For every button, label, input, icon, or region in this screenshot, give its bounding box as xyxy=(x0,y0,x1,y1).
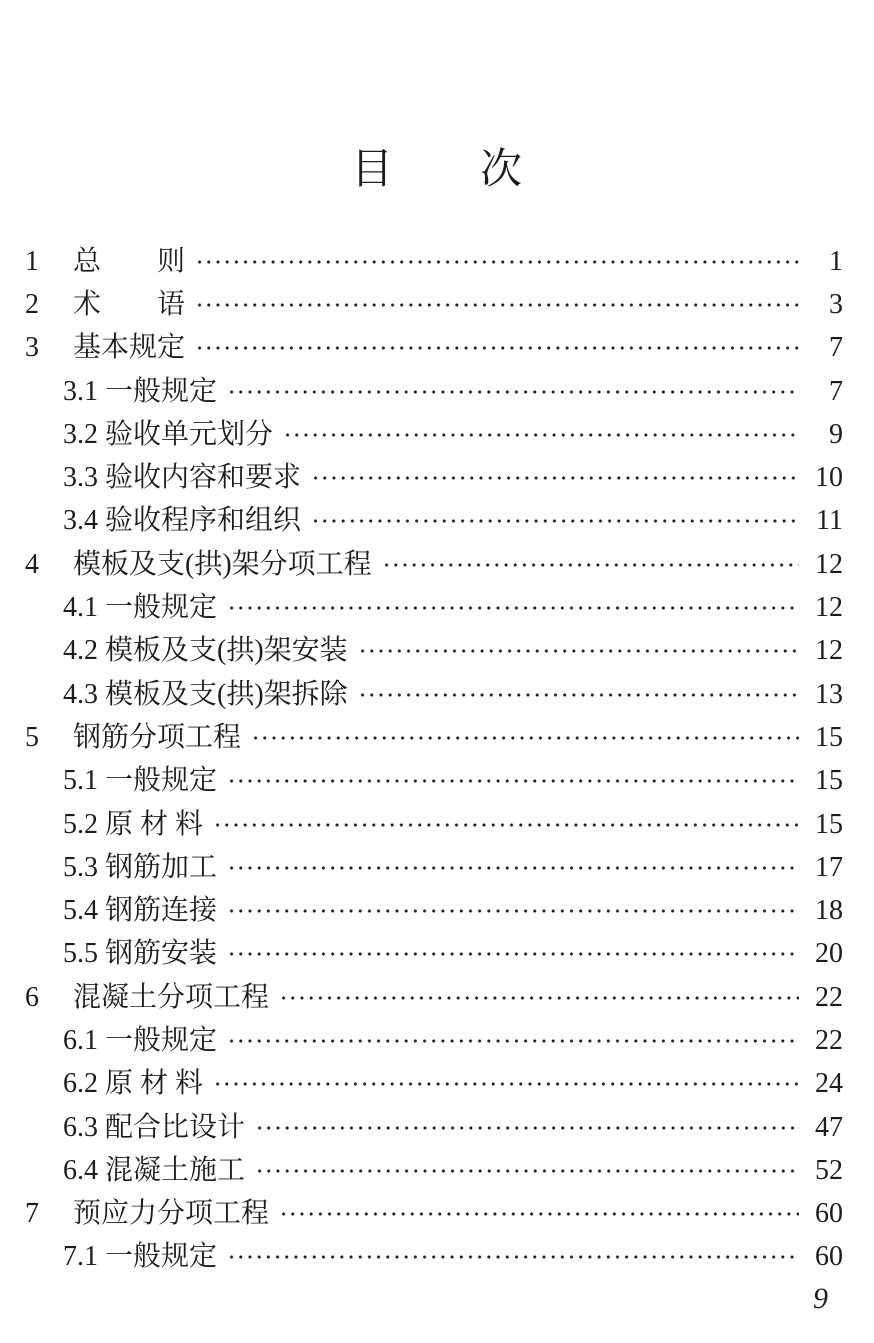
toc-entry-number: 6.1 xyxy=(63,1024,98,1056)
toc-entry-page: 12 xyxy=(815,548,843,580)
toc-entry-number: 1 xyxy=(25,245,39,277)
page-title: 目 次 xyxy=(350,147,523,193)
toc-row xyxy=(25,1106,843,1149)
toc-entry-label: 一般规定 xyxy=(105,592,218,624)
dot-leader xyxy=(279,1208,799,1220)
dot-leader xyxy=(227,948,799,960)
toc-entry-page: 60 xyxy=(815,1241,843,1273)
toc-row xyxy=(25,1149,843,1192)
toc-row xyxy=(25,283,843,326)
toc-entry-page: 12 xyxy=(815,592,843,624)
dot-leader xyxy=(227,386,799,398)
toc-entry-page: 7 xyxy=(829,332,843,364)
toc-entry-page: 17 xyxy=(815,851,843,883)
toc-entry-label: 钢筋加工 xyxy=(105,851,218,883)
toc-entry-label: 模板及支(拱)架拆除 xyxy=(105,678,348,710)
dot-leader xyxy=(283,429,799,441)
toc-entry-label: 原 材 料 xyxy=(105,1068,204,1100)
dot-leader xyxy=(227,905,799,917)
toc-entry-label: 术 语 xyxy=(73,288,186,320)
toc-row xyxy=(25,413,843,456)
toc-entry-number: 4 xyxy=(25,548,39,580)
toc-entry-number: 3.2 xyxy=(63,418,98,450)
toc-entry-number: 6.4 xyxy=(63,1154,98,1186)
toc-entry-page: 22 xyxy=(815,1024,843,1056)
toc-entry-label: 一般规定 xyxy=(105,1024,218,1056)
folio-page-number: 9 xyxy=(813,1282,828,1315)
toc-row xyxy=(25,327,843,370)
toc-entry-number: 5.2 xyxy=(63,808,98,840)
toc-row xyxy=(25,760,843,803)
toc-entry-label: 一般规定 xyxy=(105,1241,218,1273)
toc-entry-number: 3.1 xyxy=(63,375,98,407)
toc-row xyxy=(25,846,843,889)
toc-entry-number: 5 xyxy=(25,721,39,753)
dot-leader xyxy=(279,992,799,1004)
dot-leader xyxy=(255,1122,799,1134)
toc-entry-page: 15 xyxy=(815,808,843,840)
toc-list xyxy=(25,240,843,1279)
toc-entry-page: 18 xyxy=(815,895,843,927)
toc-entry-number: 5.1 xyxy=(63,765,98,797)
toc-row xyxy=(25,976,843,1019)
toc-entry-number: 7 xyxy=(25,1198,39,1230)
dot-leader xyxy=(311,515,799,527)
toc-row xyxy=(25,889,843,932)
toc-row xyxy=(25,1193,843,1236)
toc-entry-page: 15 xyxy=(815,721,843,753)
toc-entry-label: 原 材 料 xyxy=(105,808,204,840)
toc-entry-label: 混凝土施工 xyxy=(105,1154,246,1186)
toc-entry-number: 4.1 xyxy=(63,592,98,624)
toc-entry-page: 60 xyxy=(815,1198,843,1230)
toc-entry-number: 6.3 xyxy=(63,1111,98,1143)
toc-entry-number: 6.2 xyxy=(63,1068,98,1100)
toc-entry-page: 7 xyxy=(829,375,843,407)
toc-entry-page: 3 xyxy=(829,288,843,320)
dot-leader xyxy=(227,1251,799,1263)
toc-row xyxy=(25,240,843,283)
toc-entry-number: 5.4 xyxy=(63,895,98,927)
dot-leader xyxy=(311,472,799,484)
toc-entry-number: 4.3 xyxy=(63,678,98,710)
toc-entry-page: 22 xyxy=(815,981,843,1013)
toc-entry-number: 3.4 xyxy=(63,505,98,537)
toc-entry-label: 一般规定 xyxy=(105,375,218,407)
dot-leader xyxy=(227,1035,799,1047)
toc-entry-label: 钢筋安装 xyxy=(105,938,218,970)
toc-entry-label: 验收程序和组织 xyxy=(105,505,302,537)
toc-row xyxy=(25,716,843,759)
dot-leader xyxy=(227,862,799,874)
toc-row xyxy=(25,456,843,499)
toc-entry-page: 47 xyxy=(815,1111,843,1143)
toc-entry-number: 7.1 xyxy=(63,1241,98,1273)
toc-row xyxy=(25,586,843,629)
toc-entry-label: 验收单元划分 xyxy=(105,418,274,450)
toc-entry-page: 9 xyxy=(829,418,843,450)
dot-leader xyxy=(358,645,799,657)
toc-entry-number: 3 xyxy=(25,332,39,364)
toc-entry-label: 钢筋连接 xyxy=(105,895,218,927)
toc-row xyxy=(25,370,843,413)
toc-entry-number: 5.3 xyxy=(63,851,98,883)
toc-entry-label: 预应力分项工程 xyxy=(73,1198,270,1230)
toc-entry-number: 3.3 xyxy=(63,462,98,494)
toc-entry-number: 5.5 xyxy=(63,938,98,970)
toc-entry-label: 基本规定 xyxy=(73,332,186,364)
toc-row xyxy=(25,933,843,976)
toc-row xyxy=(25,630,843,673)
toc-entry-label: 一般规定 xyxy=(105,765,218,797)
dot-leader xyxy=(213,819,799,831)
toc-row xyxy=(25,543,843,586)
toc-entry-label: 总 则 xyxy=(73,245,186,277)
toc-entry-label: 模板及支(拱)架安装 xyxy=(105,635,348,667)
toc-row xyxy=(25,1236,843,1279)
dot-leader xyxy=(195,256,799,268)
toc-row xyxy=(25,1019,843,1062)
toc-entry-page: 10 xyxy=(815,462,843,494)
toc-entry-number: 6 xyxy=(25,981,39,1013)
dot-leader xyxy=(255,1165,799,1177)
dot-leader xyxy=(195,342,799,354)
toc-row xyxy=(25,500,843,543)
toc-entry-label: 钢筋分项工程 xyxy=(73,721,242,753)
dot-leader xyxy=(382,559,799,571)
toc-entry-page: 12 xyxy=(815,635,843,667)
toc-row xyxy=(25,803,843,846)
toc-entry-label: 配合比设计 xyxy=(105,1111,246,1143)
toc-entry-label: 混凝土分项工程 xyxy=(73,981,270,1013)
dot-leader xyxy=(227,602,799,614)
dot-leader xyxy=(195,299,799,311)
toc-entry-page: 20 xyxy=(815,938,843,970)
dot-leader xyxy=(213,1078,799,1090)
dot-leader xyxy=(227,775,799,787)
toc-entry-label: 模板及支(拱)架分项工程 xyxy=(73,548,372,580)
toc-entry-page: 13 xyxy=(815,678,843,710)
toc-entry-number: 4.2 xyxy=(63,635,98,667)
toc-entry-page: 15 xyxy=(815,765,843,797)
toc-entry-page: 24 xyxy=(815,1068,843,1100)
toc-entry-label: 验收内容和要求 xyxy=(105,462,302,494)
toc-row xyxy=(25,1063,843,1106)
toc-entry-page: 1 xyxy=(829,245,843,277)
toc-entry-page: 11 xyxy=(816,505,843,537)
toc-entry-page: 52 xyxy=(815,1154,843,1186)
toc-row xyxy=(25,673,843,716)
dot-leader xyxy=(251,732,799,744)
dot-leader xyxy=(358,689,799,701)
toc-entry-number: 2 xyxy=(25,288,39,320)
